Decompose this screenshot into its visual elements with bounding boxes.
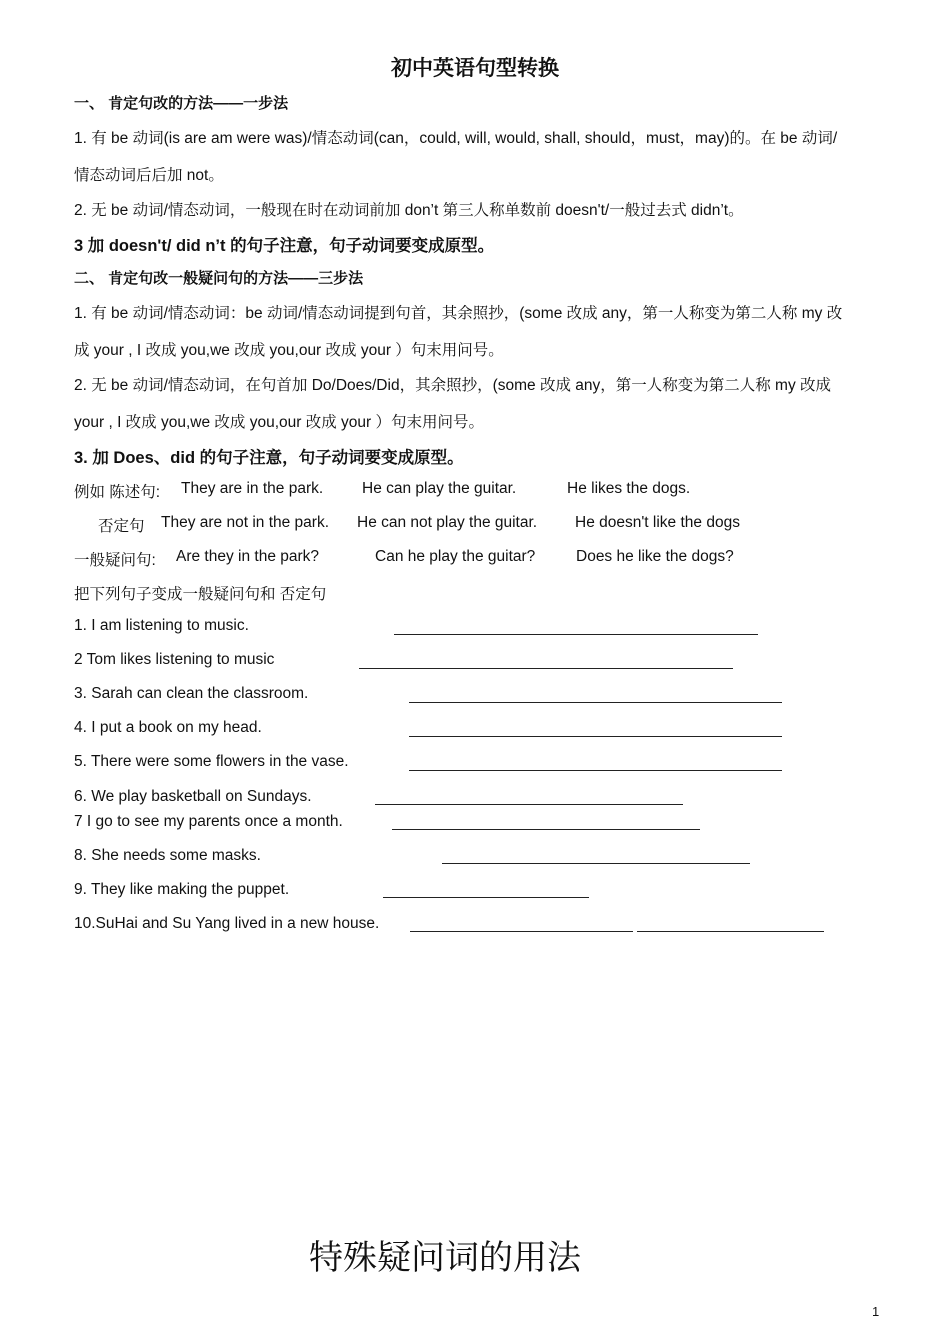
answer-line[interactable] xyxy=(637,931,824,932)
section2-rule3: 3. 加 Does、did 的句子注意，句子动词要变成原型。 xyxy=(74,449,464,467)
exercise-item: 8. She needs some masks. xyxy=(74,847,261,864)
answer-line[interactable] xyxy=(383,897,589,898)
answer-line[interactable] xyxy=(375,804,683,805)
example-negative-2: He can not play the guitar. xyxy=(357,514,538,531)
section2-heading: 二、 肯定句改一般疑问句的方法——三步法 xyxy=(74,270,364,287)
example-question-label: 一般疑问句: xyxy=(74,552,156,569)
exercise-item: 4. I put a book on my head. xyxy=(74,719,262,736)
answer-line[interactable] xyxy=(442,863,750,864)
page-title: 初中英语句型转换 xyxy=(391,57,559,80)
exercise-item: 1. I am listening to music. xyxy=(74,617,249,634)
section2-rule1-line1: 1. 有 be 动词/情态动词：be 动词/情态动词提到句首，其余照抄，(some 改成 any，第一人称变为第二人称 my 改 xyxy=(74,305,843,322)
answer-line[interactable] xyxy=(409,702,782,703)
section2-rule1-line2: 成 your , I 改成 you,we 改成 you,our 改成 your ）句末用问号。 xyxy=(74,342,504,359)
example-question-2: Can he play the guitar? xyxy=(375,548,536,565)
section1-rule3: 3 加 doesn't/ did n’t 的句子注意，句子动词要变成原型。 xyxy=(74,237,495,255)
section1-rule1-line1: 1. 有 be 动词(is are am were was)/情态动词(can，could, will, would, shall, should，must，may)的。在 be 动词/ xyxy=(74,130,838,147)
example-statement-1: They are in the park. xyxy=(181,480,324,497)
exercise-item: 5. There were some flowers in the vase. xyxy=(74,753,349,770)
example-negative-1: They are not in the park. xyxy=(161,514,330,531)
answer-line[interactable] xyxy=(359,668,733,669)
example-question-1: Are they in the park? xyxy=(176,548,320,565)
answer-line[interactable] xyxy=(409,770,782,771)
answer-line[interactable] xyxy=(410,931,633,932)
exercise-item: 2 Tom likes listening to music xyxy=(74,651,275,668)
section1-rule2: 2. 无 be 动词/情态动词，一般现在时在动词前加 don’t 第三人称单数前 doesn't/一般过去式 didn’t。 xyxy=(74,202,744,219)
answer-line[interactable] xyxy=(409,736,782,737)
exercise-item: 10.SuHai and Su Yang lived in a new house. xyxy=(74,915,380,932)
page-number: 1 xyxy=(872,1304,880,1319)
answer-line[interactable] xyxy=(394,634,758,635)
exercise-instruction: 把下列句子变成一般疑问句和 否定句 xyxy=(74,586,327,603)
section2-rule2-line1: 2. 无 be 动词/情态动词，在句首加 Do/Does/Did，其余照抄，(some 改成 any，第一人称变为第二人称 my 改成 xyxy=(74,377,832,394)
exercise-item: 6. We play basketball on Sundays. xyxy=(74,788,312,805)
example-statement-3: He likes the dogs. xyxy=(567,480,691,497)
section1-rule1-line2: 情态动词后后加 not。 xyxy=(74,167,224,184)
example-statement-2: He can play the guitar. xyxy=(362,480,517,497)
exercise-item: 7 I go to see my parents once a month. xyxy=(74,813,343,830)
section2-rule2-line2: your , I 改成 you,we 改成 you,our 改成 your ）句末用问号。 xyxy=(74,414,484,431)
next-section-title: 特殊疑问词的用法 xyxy=(309,1238,581,1278)
example-negative-label: 否定句 xyxy=(98,518,145,535)
section1-heading: 一、 肯定句改的方法——一步法 xyxy=(74,95,289,112)
exercise-item: 9. They like making the puppet. xyxy=(74,881,290,898)
example-question-3: Does he like the dogs? xyxy=(576,548,734,565)
exercise-item: 3. Sarah can clean the classroom. xyxy=(74,685,309,702)
answer-line[interactable] xyxy=(392,829,700,830)
example-statement-label: 例如 陈述句: xyxy=(74,484,161,501)
example-negative-3: He doesn't like the dogs xyxy=(575,514,740,531)
